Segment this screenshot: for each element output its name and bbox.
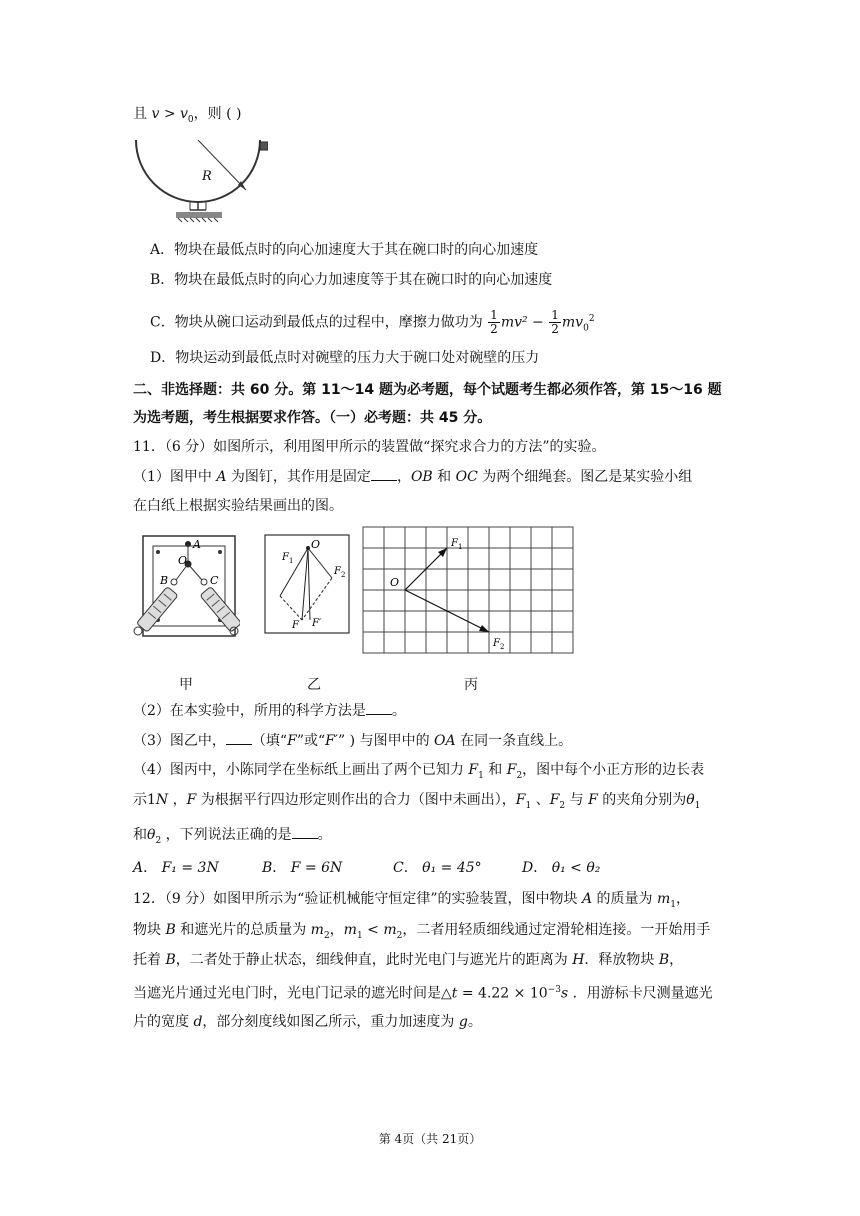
option-b: B．物块在最低点时的向心力加速度等于其在碗口时的向心加速度 xyxy=(150,272,553,288)
figure-bing xyxy=(362,526,578,656)
q11-choice-c: C． θ₁ = 45° xyxy=(393,860,482,876)
q12-line4: 当遮光片通过光电门时，光电门记录的遮光时间是△t = $4.22 \times 10^{-3}s$ ．用游标卡尺测量遮光 xyxy=(133,985,713,1002)
q11-part2: （2）在本实验中，所用的科学方法是 。 xyxy=(133,700,406,721)
figure-jia xyxy=(130,534,240,638)
answer-blank xyxy=(292,824,318,839)
svg-text:A: A xyxy=(193,538,201,551)
svg-text:2: 2 xyxy=(500,643,505,651)
q12-line5: 片的宽度 d，部分刻度线如图乙所示，重力加速度为 g。 xyxy=(133,1014,482,1030)
caption-yi: 乙 xyxy=(307,677,321,693)
section-heading-line1: 二、非选择题：共 60 分。第 11～14 题为必考题，每个试题考生都必须作答，第 15～16 题 xyxy=(133,382,722,398)
answer-blank xyxy=(226,730,252,745)
page-footer: 第 4页（共 21页） xyxy=(378,1132,482,1146)
svg-text:1: 1 xyxy=(458,543,463,551)
caption-jia: 甲 xyxy=(179,677,193,693)
q11-part4-line2: 示1N ，F 为根据平行四边形定则作出的合力（图中未画出），$F_1$ 、$F_2$ 与 F 的夹角分别为$\theta_1$ xyxy=(133,792,701,811)
svg-text:F: F xyxy=(282,552,289,563)
figure-yi xyxy=(264,534,350,634)
svg-text:C: C xyxy=(210,574,219,587)
svg-text:O: O xyxy=(178,554,188,567)
svg-text:F: F xyxy=(334,566,341,577)
q11-stem: 11．（6 分）如图所示，利用图甲所示的装置做“探究求合力的方法”的实验。 xyxy=(133,439,606,455)
q11-part4: （4）图丙中，小陈同学在坐标纸上画出了两个已知力 $F_1$ 和 $F_2$，图中每个小正方形的边长表 xyxy=(133,762,705,781)
q11-choice-b: B． F = 6N xyxy=(262,860,343,876)
svg-text:F: F xyxy=(451,538,458,549)
q11-choice-d: D． θ₁ < θ₂ xyxy=(522,860,601,876)
svg-text:B: B xyxy=(160,574,169,587)
q12-line2: 物块 B 和遮光片的总质量为 $m_2$，$m_1 < m_2$，二者用轻质细线通过定滑轮相连接。一开始用手 xyxy=(133,922,711,941)
radius-label: R xyxy=(202,169,212,184)
q11-part1-line2: 在白纸上根据实验结果画出的图。 xyxy=(133,498,343,514)
svg-text:F′: F′ xyxy=(312,618,322,629)
answer-blank xyxy=(371,466,397,481)
fraction-half: $\frac{1}{2}$ xyxy=(490,308,498,337)
q11-choice-a: A． F₁ = 3N xyxy=(133,860,219,876)
q11-part3: （3）图乙中， （填“F”或“F′” ) 与图甲中的 OA 在同一条直线上。 xyxy=(133,730,572,751)
svg-text:O: O xyxy=(311,538,321,551)
svg-text:O: O xyxy=(390,576,400,589)
q12-line1: 12．（9 分）如图甲所示为“验证机械能守恒定律”的实验装置，图中物块 A 的质量为 $m_1$， xyxy=(133,891,690,910)
svg-text:F: F xyxy=(493,638,500,649)
option-a: A．物块在最低点时的向心加速度大于其在碗口时的向心加速度 xyxy=(150,242,539,258)
bowl-figure xyxy=(128,136,268,236)
svg-text:1: 1 xyxy=(289,557,294,565)
q10-condition: 且 $v > v_0$，则 ( ) xyxy=(133,106,242,125)
q11-part4-line3: 和$\theta_2$ ，下列说法正确的是 。 xyxy=(133,824,332,851)
section-heading-line2: 为选考题，考生根据要求作答。（一）必考题：共 45 分。 xyxy=(133,410,492,426)
q11-part1: （1）图甲中 A 为图钉，其作用是固定 ，OB 和 OC 为两个细绳套。图乙是某实验小组 xyxy=(133,466,692,487)
q12-line3: 托着 B，二者处于静止状态，细线伸直，此时光电门与遮光片的距离为 H．释放物块 B， xyxy=(133,952,684,968)
svg-text:F: F xyxy=(292,620,299,631)
caption-bing: 丙 xyxy=(464,677,478,693)
svg-text:2: 2 xyxy=(341,571,346,579)
answer-blank xyxy=(366,700,392,715)
option-c: C．物块从碗口运动到最低点的过程中，摩擦力做功为 $\frac{1}{2}$ mv² − $\frac{1}{2}$ $mv_0^2$ xyxy=(150,308,595,337)
option-d: D．物块运动到最低点时对碗壁的压力大于碗口处对碗壁的压力 xyxy=(150,350,540,366)
